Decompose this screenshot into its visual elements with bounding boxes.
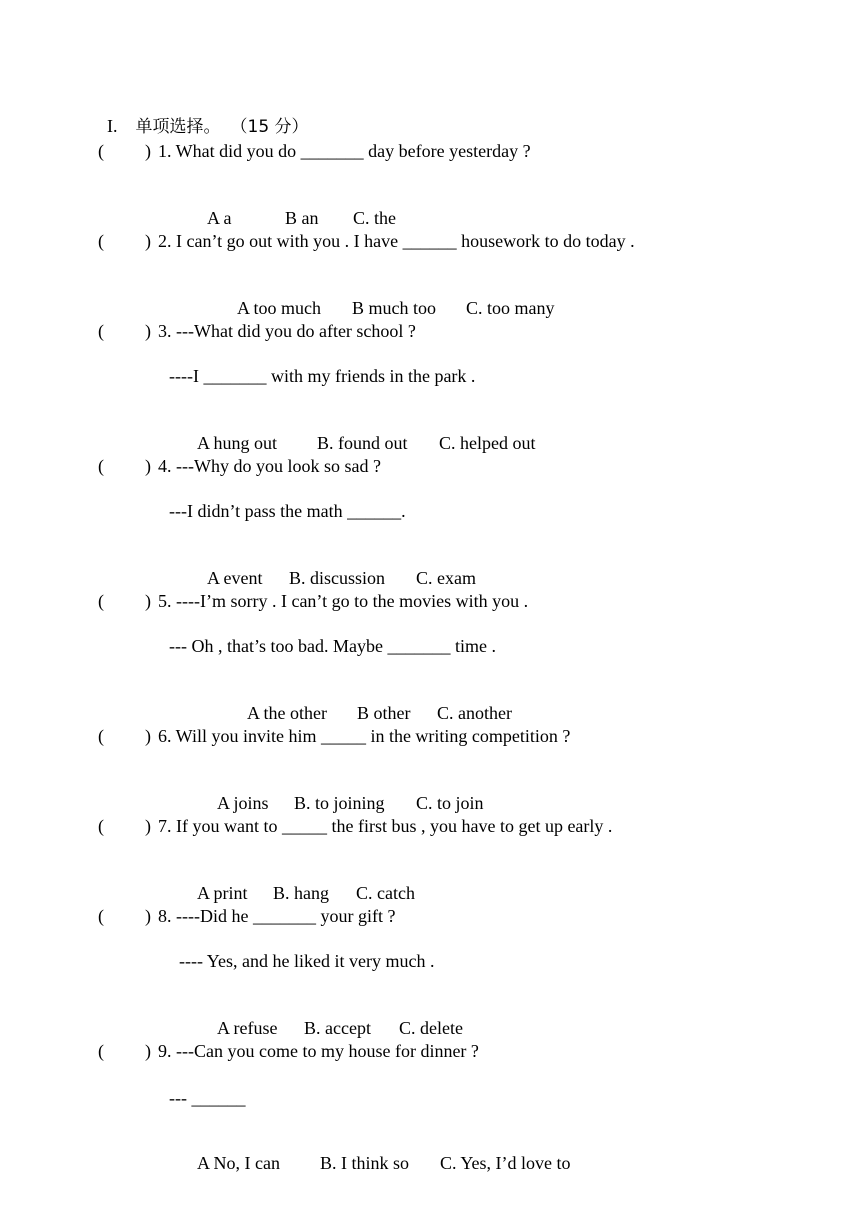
- answer-bracket-open: (: [98, 456, 104, 476]
- answer-bracket-close: ): [145, 321, 151, 341]
- answer-bracket-close: ): [145, 726, 151, 746]
- options-row: [189, 545, 476, 588]
- option-b: B much too: [352, 298, 436, 318]
- section-title: 单项选择。: [135, 117, 221, 137]
- option-b: B. discussion: [289, 568, 386, 588]
- question-text: 6. Will you invite him _____ in the writing competition ?: [158, 726, 571, 746]
- answer-bracket-open: (: [98, 906, 104, 926]
- options-row: [229, 680, 512, 723]
- dialogue-reply: ----I _______ with my friends in the park .: [169, 366, 476, 386]
- answer-bracket-open: (: [98, 1041, 104, 1061]
- options-row: [219, 275, 555, 318]
- answer-bracket-open: (: [98, 231, 104, 251]
- option-c: C. exam: [416, 568, 476, 588]
- question-text: 5. ----I’m sorry . I can’t go to the movies with you .: [158, 591, 529, 611]
- options-row: [189, 185, 396, 228]
- question-text: 1. What did you do _______ day before yesterday ?: [158, 141, 531, 161]
- option-b: B. found out: [317, 433, 408, 453]
- option-a: A No, I can: [197, 1153, 280, 1173]
- answer-bracket-open: (: [98, 726, 104, 746]
- dialogue-reply: --- ______: [169, 1088, 246, 1108]
- answer-bracket-close: ): [145, 591, 151, 611]
- option-b: B other: [357, 703, 411, 723]
- options-row: [179, 860, 415, 903]
- dialogue-reply: ---- Yes, and he liked it very much .: [179, 951, 435, 971]
- options-row: [199, 995, 463, 1038]
- question-text: 4. ---Why do you look so sad ?: [158, 456, 381, 476]
- answer-bracket-close: ): [145, 906, 151, 926]
- answer-bracket-close: ): [145, 456, 151, 476]
- question-text: 7. If you want to _____ the first bus , you have to get up early .: [158, 816, 613, 836]
- option-c: C. another: [437, 703, 512, 723]
- option-b: B an: [285, 208, 319, 228]
- option-a: A refuse: [217, 1018, 278, 1038]
- section-number: I.: [107, 116, 118, 136]
- option-a: A hung out: [197, 433, 278, 453]
- question-text: 8. ----Did he _______ your gift ?: [158, 906, 396, 926]
- option-b: B. accept: [304, 1018, 371, 1038]
- option-c: C. too many: [466, 298, 555, 318]
- option-a: A the other: [247, 703, 327, 723]
- options-row: [199, 770, 484, 813]
- answer-bracket-open: (: [98, 816, 104, 836]
- option-b: B. I think so: [320, 1153, 410, 1173]
- answer-bracket-close: ): [145, 816, 151, 836]
- option-a: A print: [197, 883, 248, 903]
- option-a: A event: [207, 568, 263, 588]
- options-row: [179, 1130, 571, 1173]
- section-header: [98, 93, 309, 137]
- answer-bracket-open: (: [98, 591, 104, 611]
- option-a: A a: [207, 208, 232, 228]
- option-a: A too much: [237, 298, 321, 318]
- question-text: 2. I can’t go out with you . I have ______ housework to do today .: [158, 231, 635, 251]
- section-score: （15 分）: [230, 117, 309, 137]
- option-c: C. helped out: [439, 433, 536, 453]
- option-b: B. hang: [273, 883, 329, 903]
- answer-bracket-open: (: [98, 141, 104, 161]
- option-a: A joins: [217, 793, 269, 813]
- option-c: C. Yes, I’d love to: [440, 1153, 571, 1173]
- option-c: C. the: [353, 208, 396, 228]
- answer-bracket-open: (: [98, 321, 104, 341]
- option-c: C. to join: [416, 793, 484, 813]
- option-c: C. catch: [356, 883, 415, 903]
- question-text: 9. ---Can you come to my house for dinner ?: [158, 1041, 479, 1061]
- options-row: [179, 410, 536, 453]
- answer-bracket-close: ): [145, 1041, 151, 1061]
- dialogue-reply: ---I didn’t pass the math ______.: [169, 501, 406, 521]
- answer-bracket-close: ): [145, 231, 151, 251]
- answer-bracket-close: ): [145, 141, 151, 161]
- option-c: C. delete: [399, 1018, 463, 1038]
- question-text: 3. ---What did you do after school ?: [158, 321, 416, 341]
- option-b: B. to joining: [294, 793, 385, 813]
- dialogue-reply: --- Oh , that’s too bad. Maybe _______ time .: [169, 636, 496, 656]
